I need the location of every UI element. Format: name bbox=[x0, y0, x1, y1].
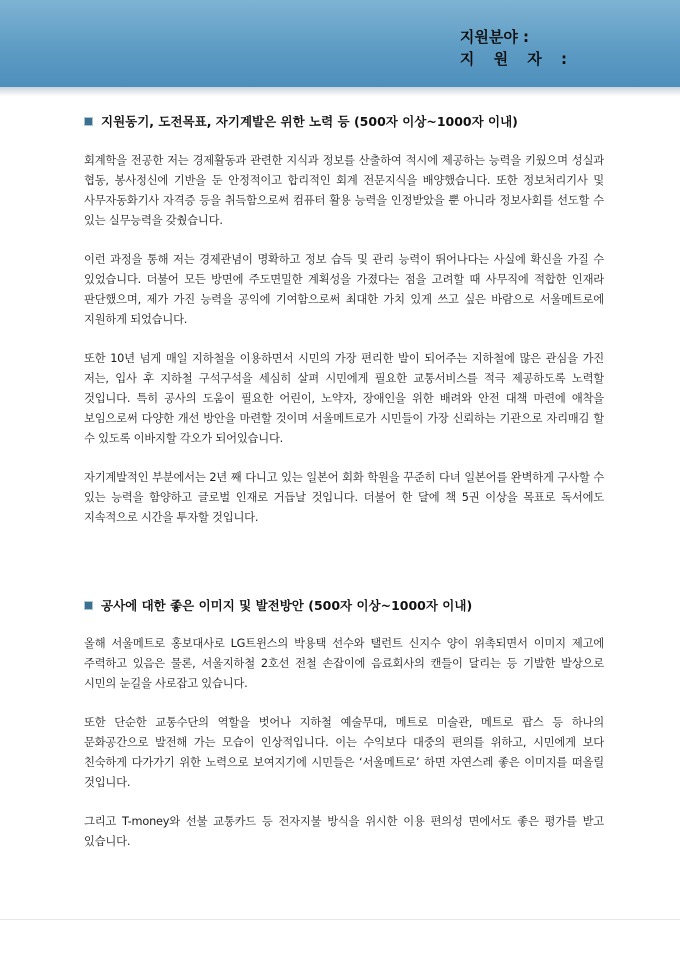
paragraph: 자기계발적인 부분에서는 2년 째 다니고 있는 일본어 회화 학원을 꾸준히 다녀 일본어를 완벽하게 구사할 수 있는 능력을 함양하고 글로벌 인재로 거듭날 것입니다. 더불어 한 달에 책 5권 이상을 목표로 독서에도 지속적으로 시간을 투자할 것입니다. bbox=[84, 471, 604, 524]
field-label: 지원분야 : bbox=[459, 28, 530, 46]
square-bullet-icon bbox=[84, 117, 93, 126]
section-motivation bbox=[84, 111, 604, 528]
section-title-text: 공사에 대한 좋은 이미지 및 발전방안 (500자 이상~1000자 이내) bbox=[101, 598, 473, 613]
paragraph: 또한 10년 넘게 매일 지하철을 이용하면서 시민의 가장 편리한 발이 되어주는 지하철에 많은 관심을 가진 저는, 입사 후 지하철 구석구석을 세심히 살펴 시민에게 필요한 교통서비스를 적극 제공하도록 노력할 것입니다. 특히 공사의 도움이 필요한 어린이, 노약자, 장애인을 위한 배려와 안전 대책 마련에 애착을 보임으로써 다양한 개선 방안을 마련할 것이며 서울메트로가 시민들이 가장 신뢰하는 기관으로 자리매김 할 수 있도록 이바지할 각오가 되어있습니다. bbox=[84, 352, 604, 445]
section-title-text: 지원동기, 도전목표, 자기계발은 위한 노력 등 (500자 이상~1000자 이내) bbox=[101, 114, 518, 129]
footer-divider bbox=[0, 919, 680, 920]
section-title bbox=[84, 595, 604, 615]
paragraph: 올해 서울메트로 홍보대사로 LG트윈스의 박용택 선수와 탤런트 신지수 양이 위촉되면서 이미지 제고에 주력하고 있음은 물론, 서울지하철 2호선 전철 손잡이에 음료회사의 캔들이 달리는 등 기발한 발상으로 시민의 눈길을 사로잡고 있습니다. bbox=[84, 637, 604, 690]
section-company-image bbox=[84, 595, 604, 852]
square-bullet-icon bbox=[84, 601, 93, 610]
paragraph: 회계학을 전공한 저는 경제활동과 관련한 지식과 정보를 산출하여 적시에 제공하는 능력을 키웠으며 성실과 협동, 봉사정신에 기반을 둔 안정적이고 합리적인 회계 전문지식을 배양했습니다. 또한 정보처리기사 및 사무자동화기사 자격증 등을 취득함으로써 컴퓨터 활용 능력을 인정받았을 뿐 아니라 정보사회를 선도할 수 있는 실무능력을 갖췄습니다. bbox=[84, 154, 604, 227]
field-row bbox=[460, 26, 574, 48]
paragraph: 또한 단순한 교통수단의 역할을 벗어나 지하철 예술무대, 메트로 미술관, 메트로 팝스 등 하나의 문화공간으로 발전해 가는 모습이 인상적입니다. 이는 수익보다 대중의 편의를 위하고, 시민에게 보다 친숙하게 다가가기 위한 노력으로 보여지기에 시민들은 ‘서울메트로’ 하면 자연스레 좋은 이미지를 떠올릴 것입니다. bbox=[84, 716, 604, 789]
applicant-label: 지 원 자 : bbox=[459, 50, 574, 68]
header-fields bbox=[460, 26, 574, 70]
applicant-row bbox=[460, 48, 574, 70]
header-banner bbox=[0, 0, 680, 87]
header-divider bbox=[0, 87, 680, 96]
paragraph: 그리고 T-money와 선불 교통카드 등 전자지불 방식을 위시한 이용 편의성 면에서도 좋은 평가를 받고 있습니다. bbox=[84, 815, 604, 848]
section-title bbox=[84, 111, 604, 131]
paragraph: 이런 과정을 통해 저는 경제관념이 명확하고 정보 습득 및 관리 능력이 뛰어나다는 사실에 확신을 가질 수 있었습니다. 더불어 모든 방면에 주도면밀한 계획성을 가졌다는 점을 고려할 때 사무직에 적합한 인재라 판단했으며, 제가 가진 능력을 공익에 기여함으로써 최대한 가치 있게 쓰고 싶은 바람으로 서울메트로에 지원하게 되었습니다. bbox=[84, 253, 604, 326]
